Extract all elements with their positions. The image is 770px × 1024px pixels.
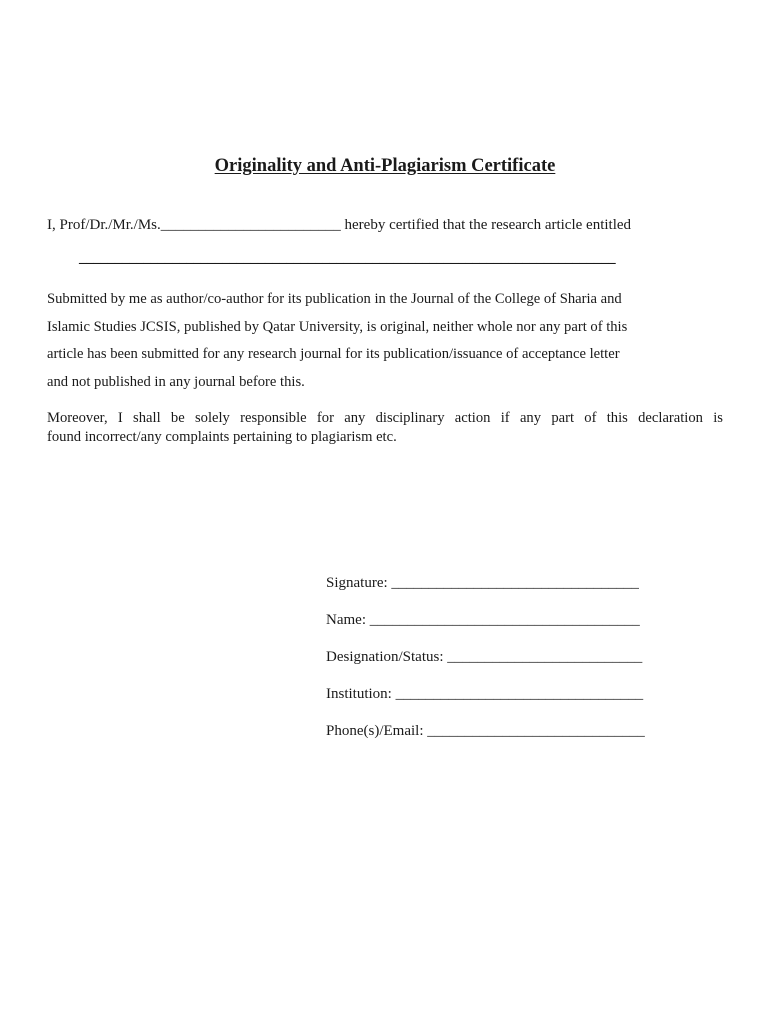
declaration-line-2: Islamic Studies JCSIS, published by Qatar University, is original, neither whole nor any part of this (47, 319, 628, 335)
signature-field[interactable]: Signature: _________________________________ (326, 575, 639, 591)
name-field[interactable]: Name: ____________________________________ (326, 612, 640, 628)
designation-field[interactable]: Designation/Status: __________________________ (326, 649, 643, 665)
declaration-line-3: article has been submitted for any research journal for its publication/issuance of acceptance letter (47, 346, 620, 362)
declaration-line-4: and not published in any journal before this. (47, 374, 305, 390)
article-title-blank: ___________________________________________________________________________ (79, 250, 616, 266)
page-title: Originality and Anti-Plagiarism Certificate (214, 156, 556, 176)
institution-field[interactable]: Institution: _________________________________ (326, 686, 644, 702)
declaration-line-1: Submitted by me as author/co-author for its publication in the Journal of the College of Sharia and (47, 291, 622, 307)
intro-statement: I, Prof/Dr./Mr./Ms.________________________ hereby certified that the research article entitled (47, 217, 632, 233)
responsibility-line-2: found incorrect/any complaints pertaining to plagiarism etc. (47, 429, 397, 445)
phone-email-field[interactable]: Phone(s)/Email: _____________________________ (326, 723, 645, 739)
responsibility-line-1: Moreover, I shall be solely responsible for any disciplinary action if any part of this declaration is (47, 410, 723, 426)
